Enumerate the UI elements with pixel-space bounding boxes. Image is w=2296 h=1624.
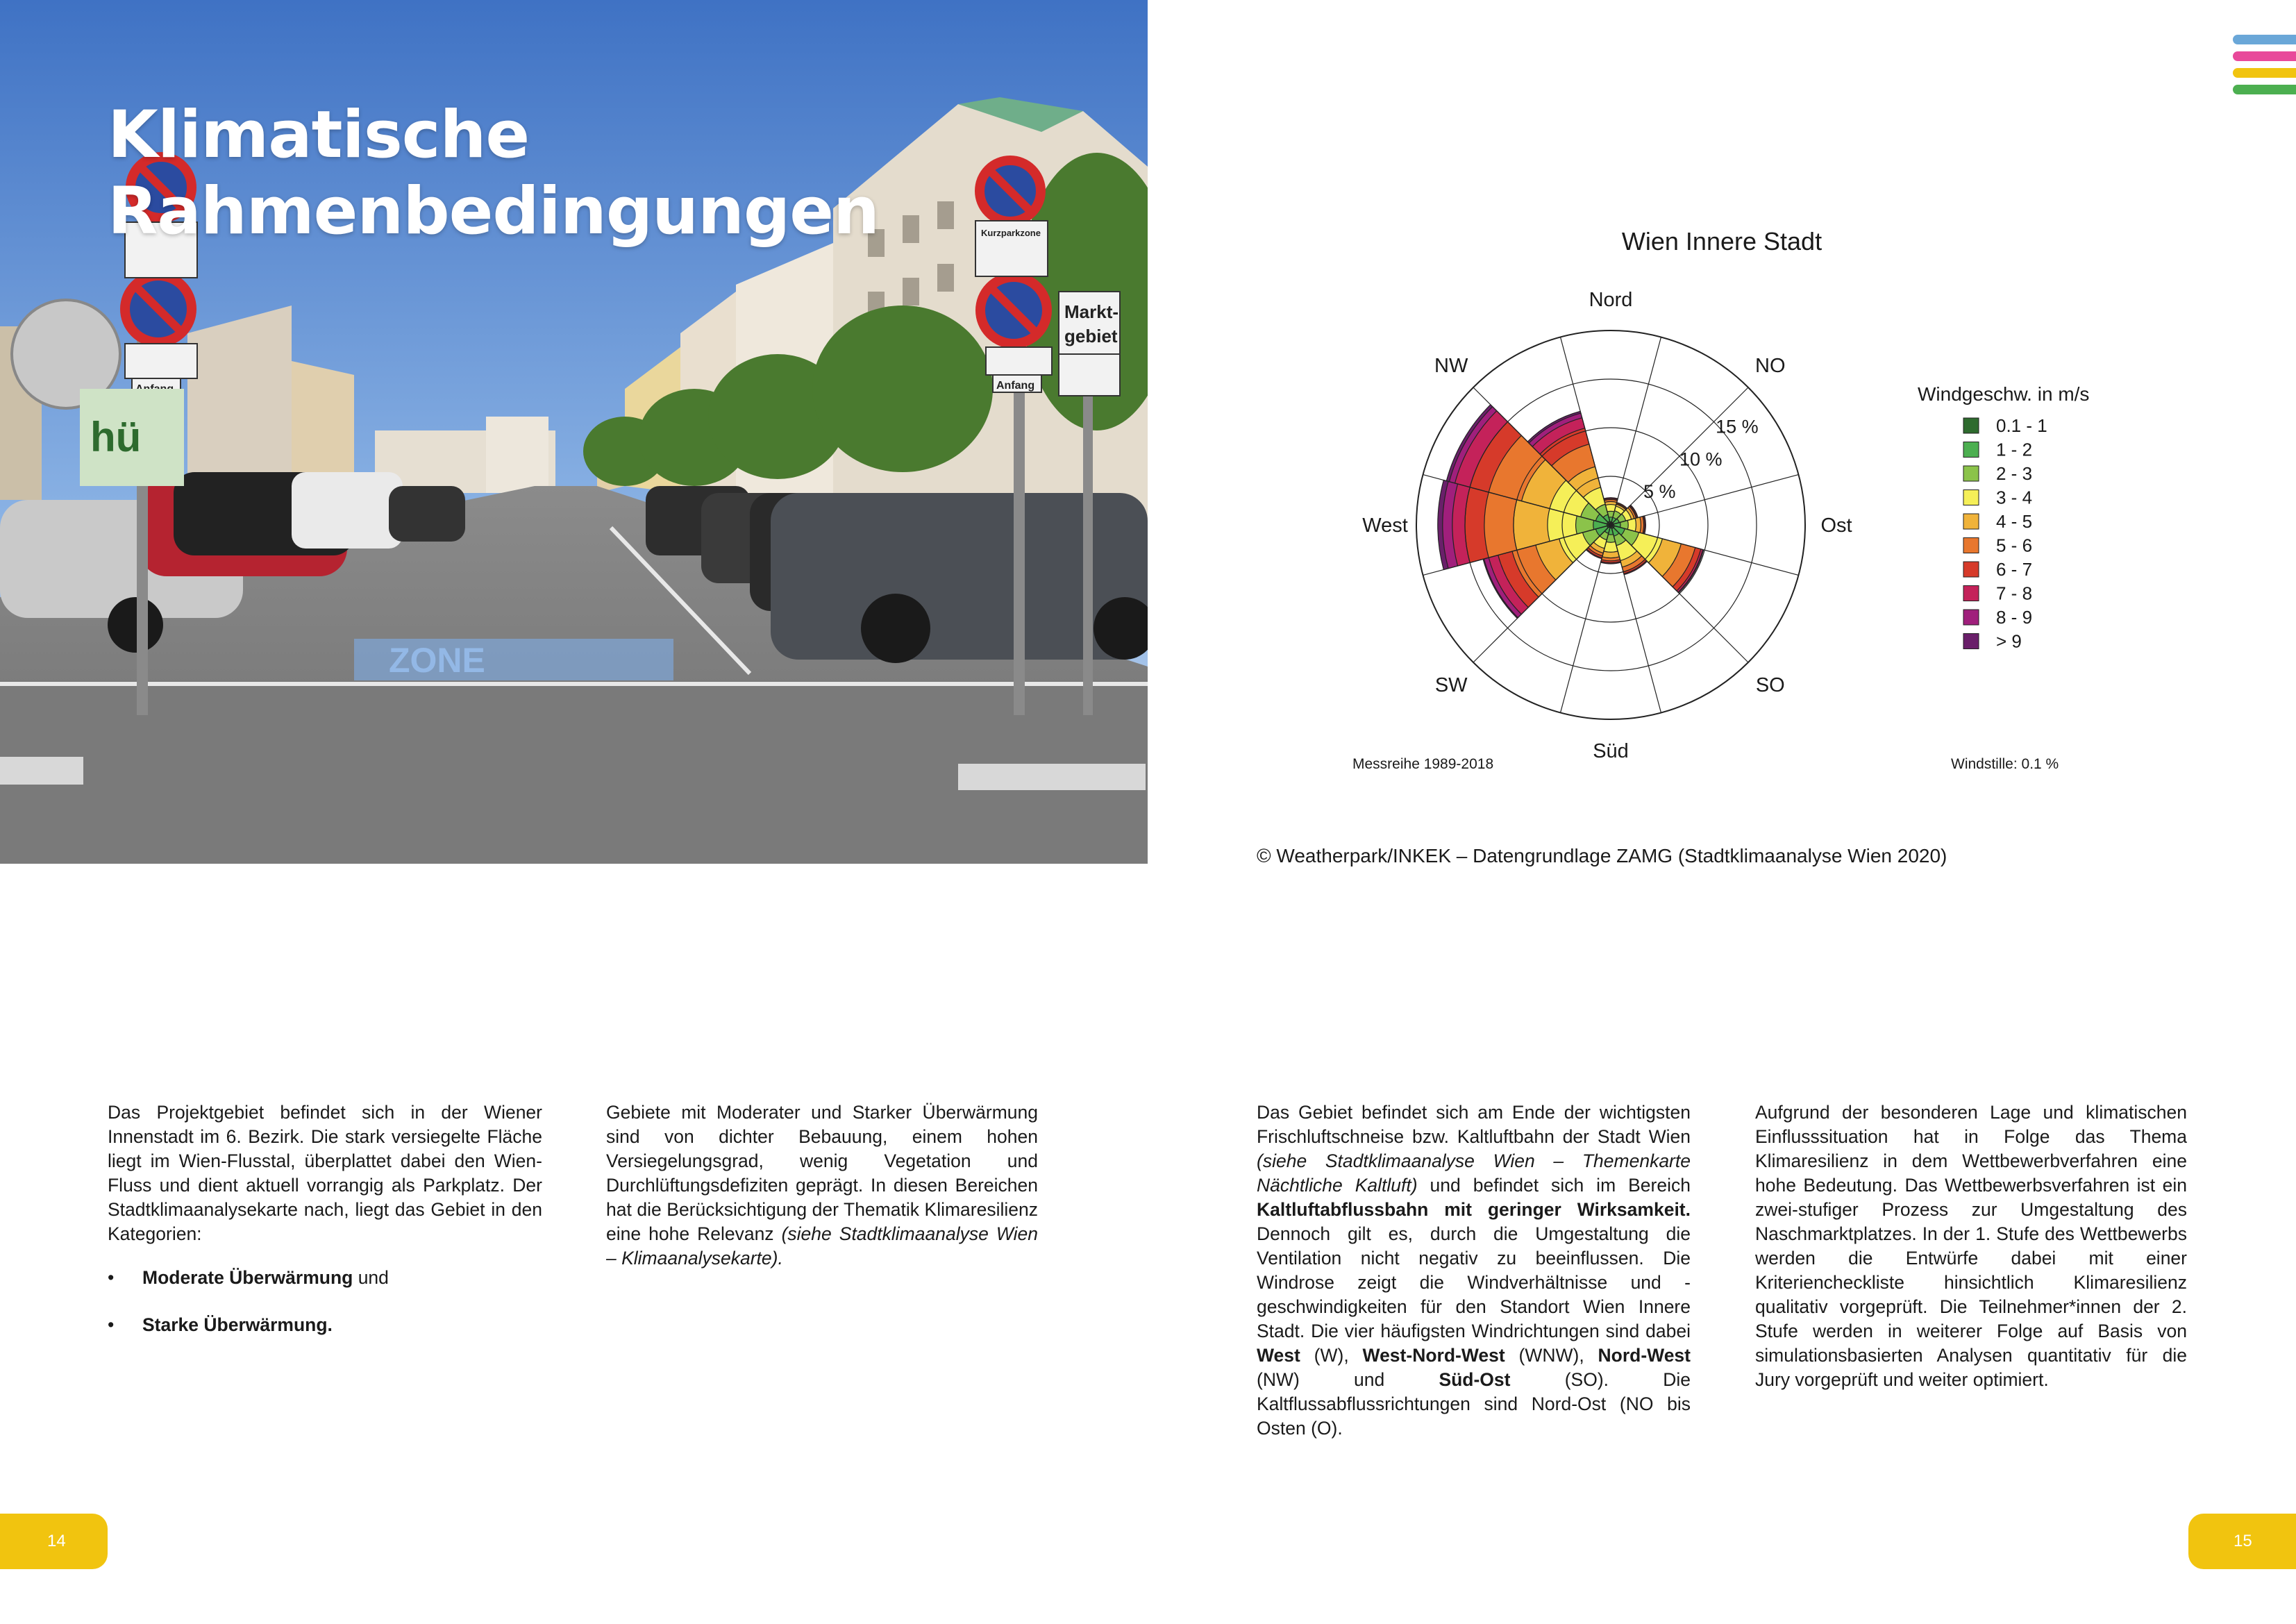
legend-title: Windgeschw. in m/s [1918, 383, 2090, 405]
stripe-green [2233, 85, 2296, 94]
col3-text-3: Dennoch gilt es, durch die Umgestaltung die Ventilation nicht negativ zu beeinflussen. Die Windrose zeigt die Windverhältnisse und -geschwindigkeiten für den Standort Wien Innere Stadt. Die vier häufigsten Windrichtungen sind dabei [1257, 1223, 1691, 1341]
col2-reference: (siehe Stadtklimaanalyse Wien – Klimaanalysekarte). [606, 1223, 1038, 1269]
stripe-yellow [2233, 68, 2296, 78]
direction-label-2: Ost [1820, 514, 1852, 537]
col3-text-2: und befindet sich im Bereich [1417, 1175, 1691, 1196]
col3-bold-wnw: West-Nord-West [1362, 1345, 1505, 1366]
col2-text: Gebiete mit Moderater und Starker Überwärmung sind von dichter Bebauung, einem hohen Versiegelungsgrad, wenig Vegetation und Durchlüftungsdefiziten geprägt. In diesen Bereichen hat die Berücksichtigung der Thematik Klimaresilienz eine hohe Relevanz [606, 1102, 1038, 1244]
col3-bold-nw: Nord-West [1598, 1345, 1691, 1366]
windrose-figure [1319, 208, 2111, 785]
windrose-chart [1319, 208, 2111, 785]
legend-swatch-6 [1963, 562, 1979, 577]
col2-paragraph [606, 1100, 1038, 1271]
page-number-right [2188, 1514, 2296, 1569]
direction-label-3: SO [1755, 673, 1785, 696]
legend-label-4: 4 - 5 [1996, 511, 2033, 532]
legend-swatch-8 [1963, 610, 1979, 625]
zone-road-marking: ZONE [389, 641, 485, 680]
legend-swatch-2 [1963, 466, 1979, 481]
legend-swatch-4 [1963, 514, 1979, 529]
legend-label-9: > 9 [1996, 630, 2022, 652]
col3-text-4: (W), [1300, 1345, 1363, 1366]
page-title [108, 97, 879, 250]
bullet-moderate: Moderate Überwärmung [142, 1267, 353, 1288]
category-list [108, 1266, 542, 1337]
direction-label-7: NW [1434, 355, 1468, 378]
text-column-3 [1257, 1100, 1691, 1441]
stripe-blue [2233, 35, 2296, 44]
legend-swatch-3 [1963, 490, 1979, 505]
page-number-left-text: 14 [47, 1532, 66, 1550]
direction-label-0: Nord [1589, 289, 1633, 311]
stripe-pink [2233, 51, 2296, 61]
legend-swatch-7 [1963, 586, 1979, 601]
col3-reference: (siehe Stadtklimaanalyse Wien – Themenkarte Nächtliche Kaltluft) [1257, 1150, 1691, 1196]
direction-label-1: NO [1755, 355, 1786, 378]
legend-label-8: 8 - 9 [1996, 607, 2033, 628]
chart-footer-right: Windstille: 0.1 % [1951, 756, 2059, 772]
col3-bold-so: Süd-Ost [1439, 1369, 1511, 1390]
text-column-1 [108, 1100, 542, 1360]
legend-swatch-9 [1963, 634, 1979, 649]
chart-title: Wien Innere Stadt [1621, 227, 1822, 256]
ring-label-10: 10 % [1679, 449, 1723, 470]
legend-label-0: 0.1 - 1 [1996, 415, 2047, 436]
list-item [108, 1266, 542, 1290]
page-title-line1: Klimatische [108, 97, 530, 173]
legend-swatch-1 [1963, 442, 1979, 458]
direction-label-4: Süd [1593, 740, 1629, 762]
chart-footer-left: Messreihe 1989-2018 [1352, 756, 1494, 772]
text-column-2 [606, 1100, 1038, 1271]
legend-label-6: 6 - 7 [1996, 559, 2033, 580]
col4-paragraph: Aufgrund der besonderen Lage und klimatischen Einflusssituation hat in Folge das Thema Klimaresilienz in dem Wettbewerbverfahren eine hohe Bedeutung. Das Wettbewerbsverfahren ist ein zwei-stufiger Prozess zur Umgestaltung des Naschmarktplatzes. In der 1. Stufe des Wettbewerbs werden die Entwürfe dabei mit einer Kriteriencheckliste hinsichtlich Klimaresilienz qualitativ vorgeprüft. Die Teilnehmer*innen der 2. Stufe werden in weiterer Folge auf Basis von simulationsbasierten Analysen quantitativ für die Jury vorgeprüft und weiter optimiert. [1755, 1102, 2187, 1390]
marktgebiet-sign-line2: gebiet [1064, 326, 1118, 346]
col3-text-5: (WNW), [1505, 1345, 1598, 1366]
col3-text-6: (NW) und [1257, 1369, 1439, 1390]
marktgebiet-sign-line1: Markt- [1064, 301, 1119, 322]
col3-bold-west: West [1257, 1345, 1300, 1366]
page-title-line2: Rahmenbedingungen [108, 174, 879, 249]
ring-label-5: 5 % [1643, 481, 1676, 503]
col3-bold-kaltluft: Kaltluftabflussbahn mit geringer Wirksamkeit. [1257, 1199, 1691, 1220]
list-item [108, 1313, 542, 1337]
bullet-strong: Starke Überwärmung. [142, 1314, 333, 1335]
legend-label-7: 7 - 8 [1996, 583, 2033, 604]
direction-label-5: SW [1434, 673, 1468, 696]
text-column-4 [1755, 1100, 2187, 1392]
col1-paragraph: Das Projektgebiet befindet sich in der Wiener Innenstadt im 6. Bezirk. Die stark versiegelte Fläche liegt im Wien-Flusstal, überplattet dabei den Wien-Fluss und dient aktuell vorrangig als Parkplatz. Der Stadtklimaanalysekarte nach, liegt das Gebiet in den Kategorien: [108, 1102, 542, 1244]
direction-label-6: West [1362, 514, 1408, 537]
bullet-moderate-tail: und [353, 1267, 389, 1288]
legend-label-3: 3 - 4 [1996, 487, 2033, 508]
page-number-left [0, 1514, 108, 1569]
legend-label-1: 1 - 2 [1996, 439, 2033, 460]
anfang-sign-right: Anfang [996, 380, 1035, 392]
col3-text-7: (SO). Die Kaltflussabflussrichtungen sind Nord-Ost (NO bis Osten (O). [1257, 1369, 1691, 1439]
col3-paragraph [1257, 1100, 1691, 1441]
windrose-spoke [1611, 475, 1798, 525]
ring-label-15: 15 % [1716, 416, 1759, 437]
col3-text-1: Das Gebiet befindet sich am Ende der wichtigsten Frischluftschneise bzw. Kaltluftbahn der Stadt Wien [1257, 1102, 1691, 1147]
legend-swatch-5 [1963, 538, 1979, 553]
kurzparkzone-sign: Kurzparkzone [981, 228, 1041, 238]
legend-swatch-0 [1963, 418, 1979, 433]
billboard-text: hü [90, 414, 142, 460]
page-number-right-text: 15 [2234, 1532, 2252, 1550]
image-credit: © Weatherpark/INKEK – Datengrundlage ZAMG (Stadtklimaanalyse Wien 2020) [1257, 845, 1947, 867]
legend-label-5: 5 - 6 [1996, 535, 2033, 556]
decorative-stripes [2233, 35, 2296, 101]
legend-label-2: 2 - 3 [1996, 463, 2033, 484]
